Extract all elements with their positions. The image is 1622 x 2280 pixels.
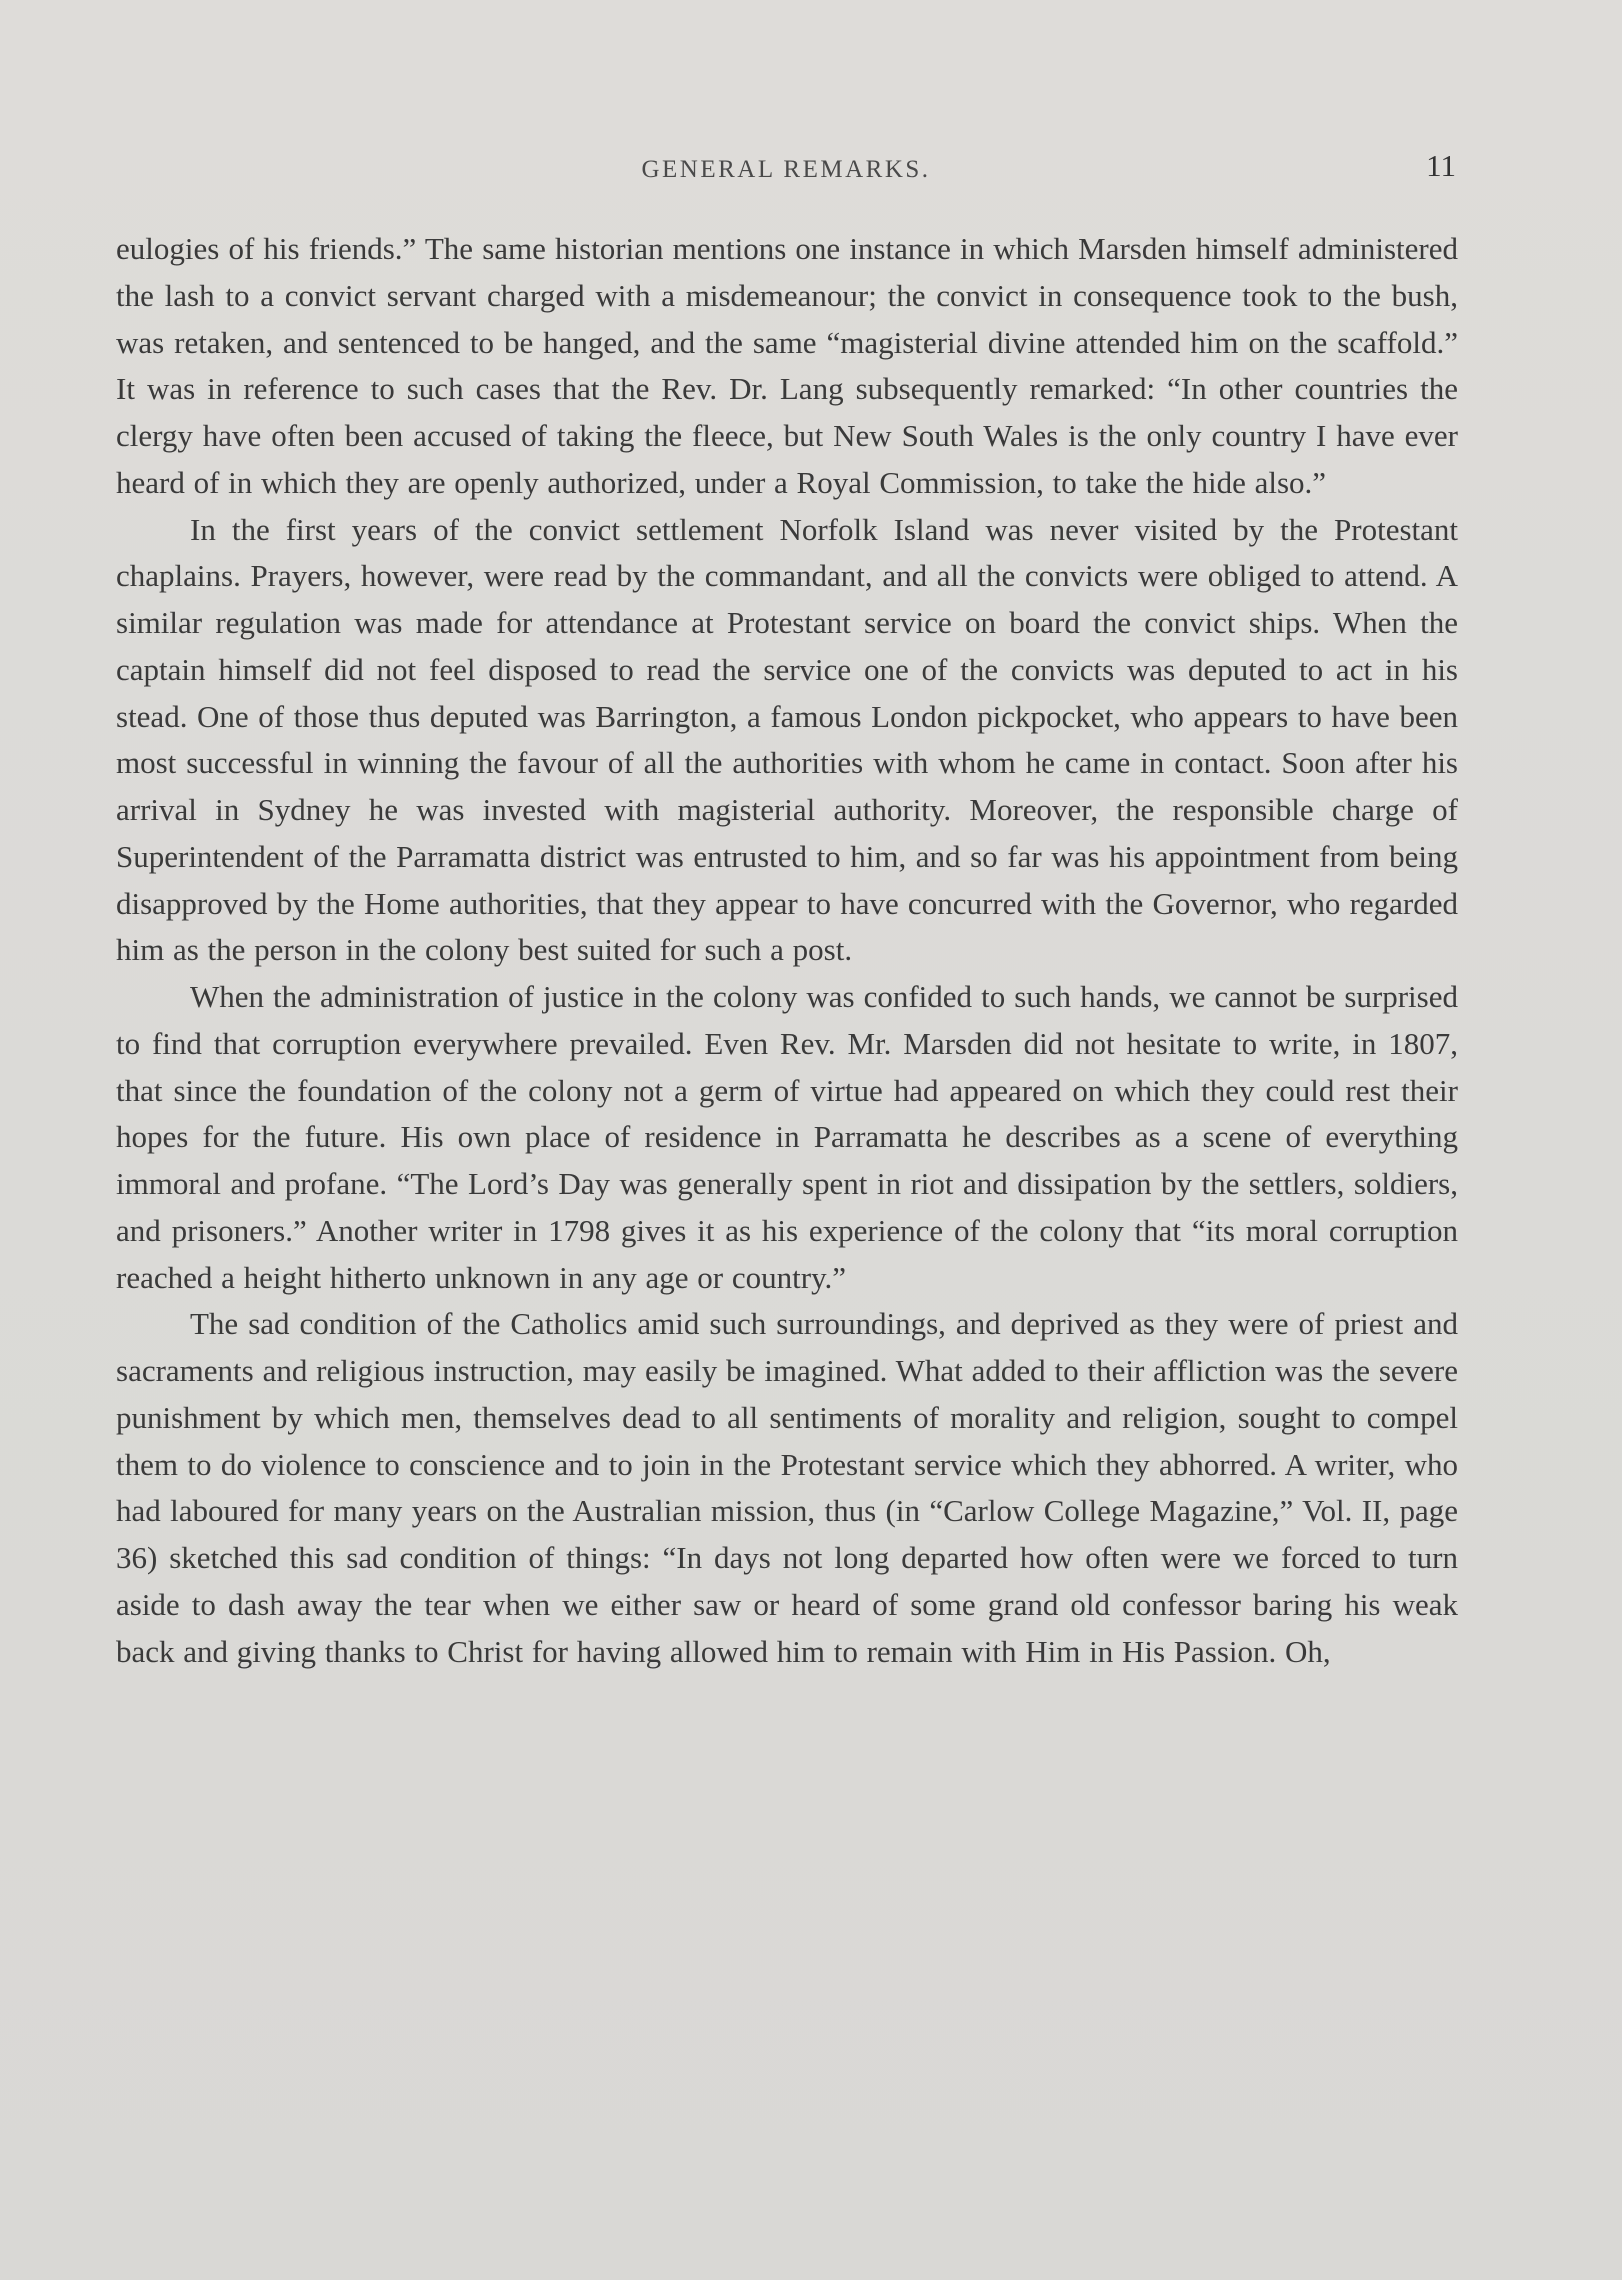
paragraph-continued: eulogies of his friends.” The same historian mentions one instance in which Marsden himself administered the lash to a convict servant charged with a misdemeanour; the convict in consequence took to the bush, was retaken, and sentenced to be hanged, and the same “magisterial divine attended him on the scaffold.” It was in reference to such cases that the Rev. Dr. Lang subsequently remarked: “In other countries the clergy have often been accused of taking the fleece, but New South Wales is the only country I have ever heard of in which they are openly authorized, under a Royal Commission, to take the hide also.” bbox=[116, 231, 1458, 500]
paragraph-catholics-condition: The sad condition of the Catholics amid such surroundings, and deprived as they were of priest and sacraments and religious instruction, may easily be imagined. What added to their affliction was the severe punishment by which men, themselves dead to all sentiments of morality and religion, sought to compel them to do violence to conscience and to join in the Protestant service which they abhorred. A writer, who had laboured for many years on the Australian mission, thus (in “Carlow College Magazine,” Vol. II, page 36) sketched this sad condition of things: “In days not long departed how often were we forced to turn aside to dash away the tear when we either saw or heard of some grand old confessor baring his weak back and giving thanks to Christ for having allowed him to remain with Him in His Passion. Oh, bbox=[116, 1306, 1458, 1669]
paragraph-administration-of-justice: When the administration of justice in the colony was confided to such hands, we cannot be surprised to find that corruption everywhere prevailed. Even Rev. Mr. Marsden did not hesitate to write, in 1807, that since the foundation of the colony not a germ of virtue had appeared on which they could rest their hopes for the future. His own place of residence in Parramatta he describes as a scene of everything immoral and profane. “The Lord’s Day was generally spent in riot and dissipation by the settlers, soldiers, and prisoners.” Another writer in 1798 gives it as his experience of the colony that “its moral corruption reached a height hitherto unknown in any age or country.” bbox=[116, 979, 1458, 1295]
running-head: GENERAL REMARKS. bbox=[641, 156, 931, 183]
page-header bbox=[116, 148, 1456, 192]
page-number: 11 bbox=[1426, 148, 1456, 183]
body-text bbox=[116, 226, 1458, 1675]
paragraph-norfolk-island: In the first years of the convict settlement Norfolk Island was never visited by the Protestant chaplains. Prayers, however, were read by the commandant, and all the convicts were obliged to attend. A similar regulation was made for attendance at Protestant service on board the convict ships. When the captain himself did not feel disposed to read the service one of the convicts was deputed to act in his stead. One of those thus deputed was Barrington, a famous London pickpocket, who appears to have been most successful in winning the favour of all the authorities with whom he came in contact. Soon after his arrival in Sydney he was invested with magisterial authority. Moreover, the responsible charge of Superintendent of the Parramatta district was entrusted to him, and so far was his appointment from being disapproved by the Home authorities, that they appear to have concurred with the Governor, who regarded him as the person in the colony best suited for such a post. bbox=[116, 511, 1458, 968]
